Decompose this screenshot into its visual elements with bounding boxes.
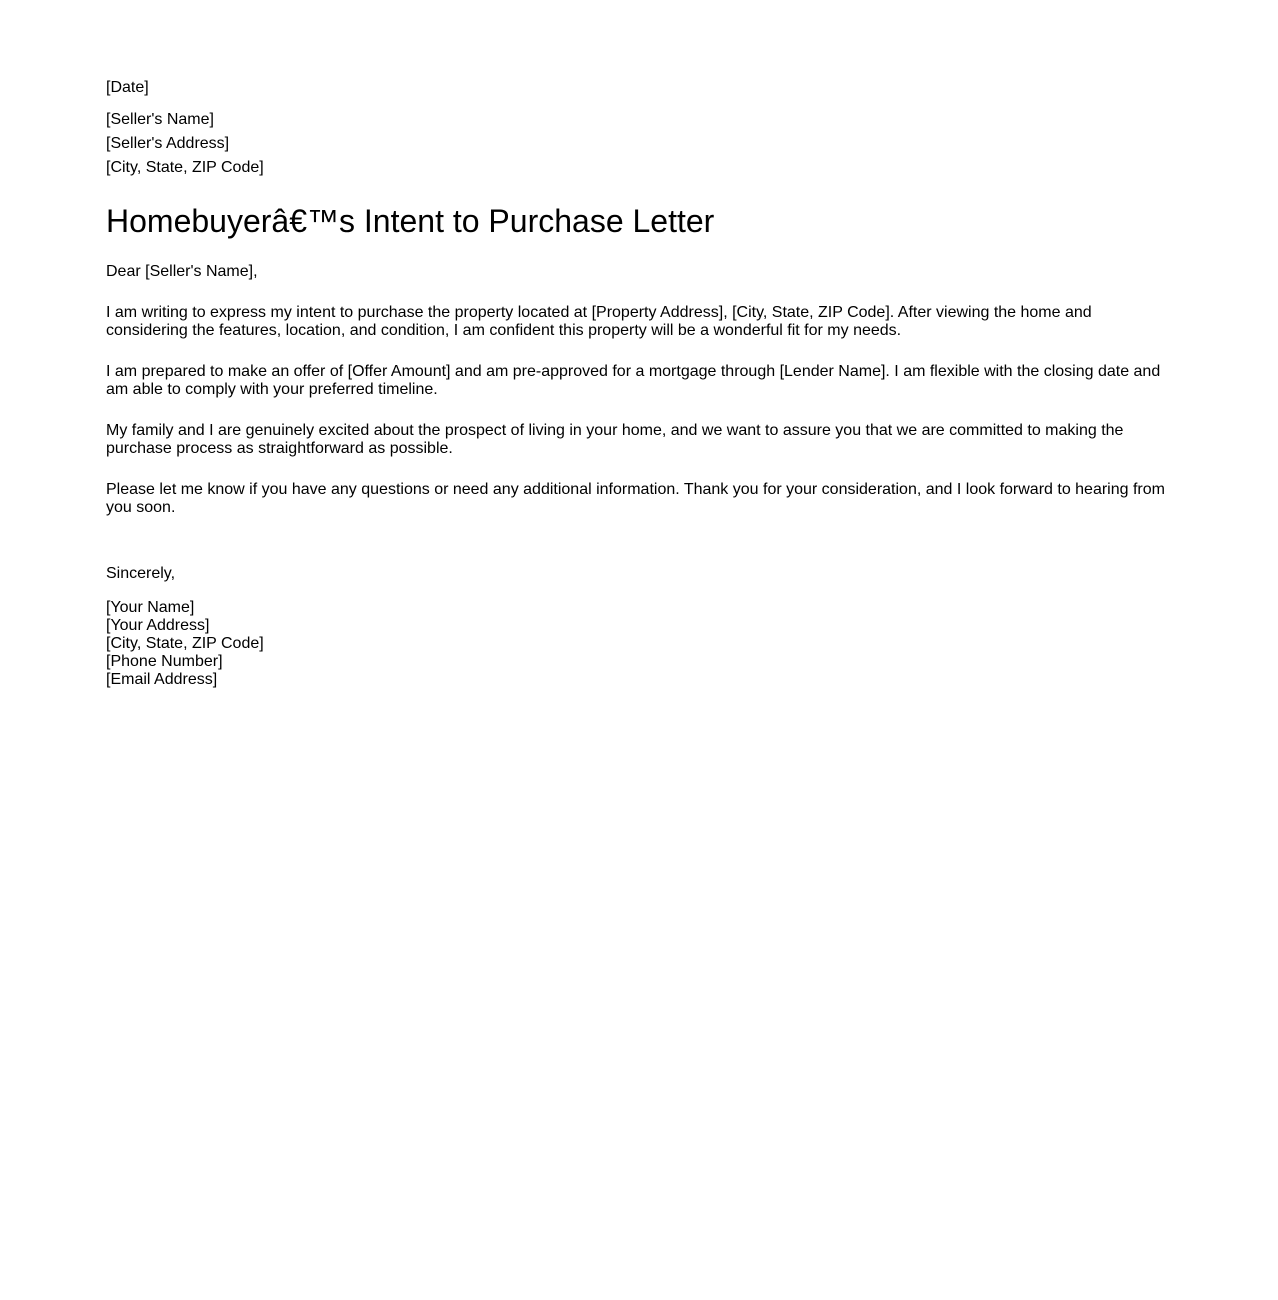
letter-salutation: Dear [Seller's Name], [106,263,258,280]
paragraph-closing-remarks: Please let me know if you have any questions or need any additional information. Thank you for your consideration, and I look forward to hearing from you soon. [106,481,1165,516]
sender-phone: [Phone Number] [106,653,223,670]
letter-body [106,78,1172,689]
seller-name: [Seller's Name] [106,111,214,128]
seller-address-block [106,108,1172,180]
letter-closing: Sincerely, [106,565,176,582]
sender-city-state-zip: [City, State, ZIP Code] [106,635,264,652]
seller-address: [Seller's Address] [106,135,230,152]
paragraph-commitment: My family and I are genuinely excited about the prospect of living in your home, and we want to assure you that we are committed to making the purchase process as straightforward as possible. [106,422,1124,457]
letter-title: Homebuyerâ€™s Intent to Purchase Letter [106,203,715,239]
paragraph-offer: I am prepared to make an offer of [Offer Amount] and am pre-approved for a mortgage through [Lender Name]. I am flexible with the closing date and am able to comply with your preferred timeline. [106,363,1161,398]
sender-address: [Your Address] [106,617,210,634]
sender-signature-block [106,599,1172,689]
sender-name: [Your Name] [106,599,195,616]
seller-city-state-zip: [City, State, ZIP Code] [106,159,264,176]
paragraph-intent: I am writing to express my intent to purchase the property located at [Property Address], [City, State, ZIP Code]. After viewing the home and considering the features, location, and condition, I am confident this property will be a wonderful fit for my needs. [106,304,1092,339]
letter-date: [Date] [106,79,149,96]
sender-email: [Email Address] [106,671,218,688]
